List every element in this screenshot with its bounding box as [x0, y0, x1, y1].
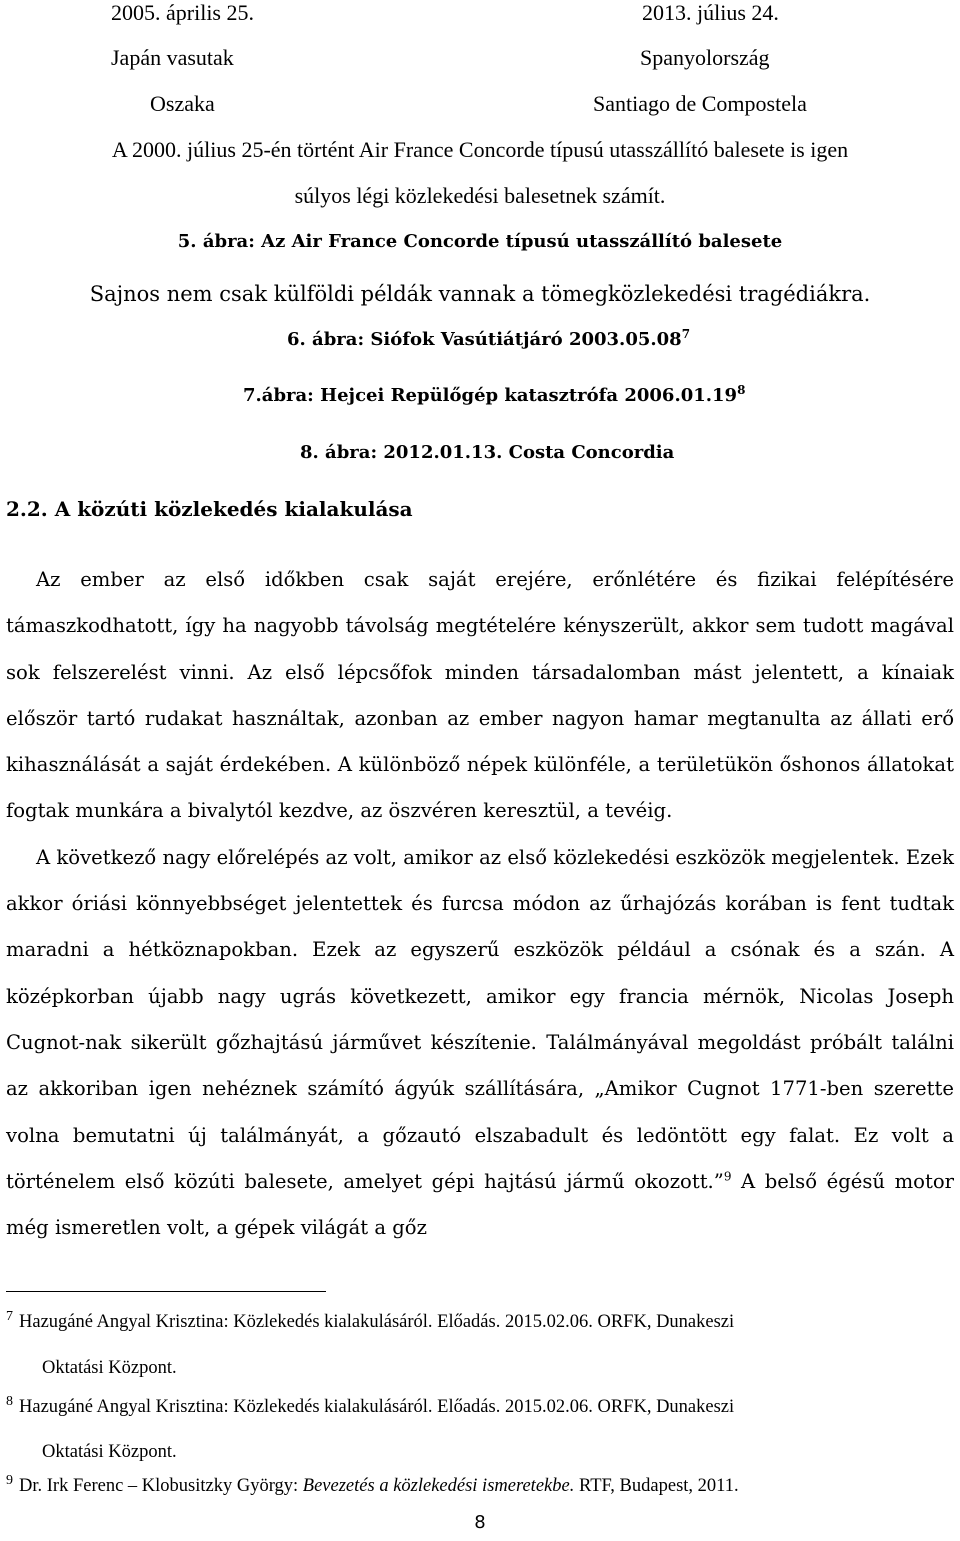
- footnote-9-number: 9: [6, 1472, 13, 1488]
- section-heading: 2.2. A közúti közlekedés kialakulása: [6, 497, 413, 521]
- figure-7-caption: [243, 384, 745, 408]
- footnote-9-suffix: RTF, Budapest, 2011.: [574, 1476, 739, 1496]
- accident-date-right: 2013. július 24.: [642, 0, 779, 25]
- accident-city-left: Oszaka: [150, 91, 215, 116]
- footnote-8-number: 8: [6, 1393, 13, 1409]
- accident-date-left: 2005. április 25.: [111, 0, 254, 25]
- footnote-7-line-1: Hazugáné Angyal Krisztina: Közlekedés kialakulásáról. Előadás. 2015.02.06. ORFK, Dunakeszi: [19, 1312, 735, 1332]
- footnote-separator: [6, 1291, 326, 1292]
- figure-6-caption-text: 6. ábra: Siófok Vasútiátjáró 2003.05.08: [287, 329, 682, 350]
- footnote-9-prefix: Dr. Irk Ferenc – Klobusitzky György:: [19, 1476, 303, 1496]
- footnote-8-line-1: Hazugáné Angyal Krisztina: Közlekedés kialakulásáról. Előadás. 2015.02.06. ORFK, Dunakeszi: [19, 1397, 735, 1417]
- concorde-line-1: A 2000. július 25-én történt Air France Concorde típusú utasszállító balesete is igen: [111, 137, 849, 162]
- footnote-8-line-2: Oktatási Központ.: [42, 1442, 177, 1462]
- cugnot-quote: „Amikor Cugnot 1771-ben szerette volna bemutatni új találmányát, a gőzautó elszabadult és ledöntött egy falat. Ez volt a történelem első közúti balesete, amelyet gépi hajtású jármű okozott.”: [6, 1077, 954, 1193]
- footnote-ref-9: 9: [723, 1169, 732, 1184]
- figure-8-caption: 8. ábra: 2012.01.13. Costa Concordia: [300, 442, 675, 463]
- footnote-8: [6, 1395, 734, 1419]
- footnote-7: [6, 1310, 734, 1334]
- footnote-ref-8: 8: [737, 383, 746, 397]
- accident-type-left: Japán vasutak: [111, 45, 234, 70]
- footnote-7-number: 7: [6, 1308, 13, 1324]
- footnote-ref-7: 7: [681, 327, 691, 341]
- page-number: 8: [474, 1512, 486, 1533]
- body-paragraph-2: [6, 835, 954, 1252]
- body-paragraph-2-part-1: A következő nagy előrelépés az volt, amikor az első közlekedési eszközök megjelentek. Ezek akkor óriási könnyebbséget jelentettek és furcsa módon az űrhajózás korában is fent tudtak maradni a hétköznapokban. Ezek az egyszerű eszközök például a csónak és a szán. A középkorban újabb nagy ugrás következett, amikor egy francia mérnök, Nicolas Joseph Cugnot-nak sikerült gőzhajtású járművet készítenie. Találmányával megoldást próbált találni az akkoriban igen nehéznek számító ágyúk szállítására,: [6, 845, 954, 1101]
- footnote-9-title: Bevezetés a közlekedési ismeretekbe.: [302, 1476, 575, 1496]
- body-paragraph-2-part-2: A belső égésű motor még ismeretlen volt, a gépek világát a gőz: [6, 1169, 954, 1240]
- concorde-line-2: súlyos légi közlekedési balesetnek számít.: [294, 183, 666, 208]
- body-text: [6, 557, 954, 1251]
- footnote-7-line-2: Oktatási Központ.: [42, 1358, 177, 1378]
- foreign-examples-text: Sajnos nem csak külföldi példák vannak a tömegközlekedési tragédiákra.: [89, 282, 871, 306]
- figure-6-caption: [287, 328, 690, 352]
- figure-7-caption-text: 7.ábra: Hejcei Repülőgép katasztrófa 2006.01.19: [243, 385, 738, 406]
- footnote-9: [6, 1474, 739, 1498]
- accident-city-right: Santiago de Compostela: [593, 91, 807, 116]
- body-paragraph-1: Az ember az első időkben csak saját erejére, erőnlétére és fizikai felépítésére támaszkodhatott, így ha nagyobb távolság megtételére kényszerült, akkor sem tudott magával sok felszerelést vinni. Az első lépcsőfok minden társadalomban mást jelentett, a kínaiak először tartó rudakat használtak, azonban az ember nagyon hamar megtanulta az állati erő kihasználását a saját érdekében. A különböző népek különféle, a területükön őshonos állatokat fogtak munkára a bivalytól kezdve, az öszvéren keresztül, a tevéig.: [6, 568, 954, 823]
- accident-country-right: Spanyolország: [640, 45, 770, 70]
- figure-5-caption: 5. ábra: Az Air France Concorde típusú utasszállító balesete: [177, 231, 783, 252]
